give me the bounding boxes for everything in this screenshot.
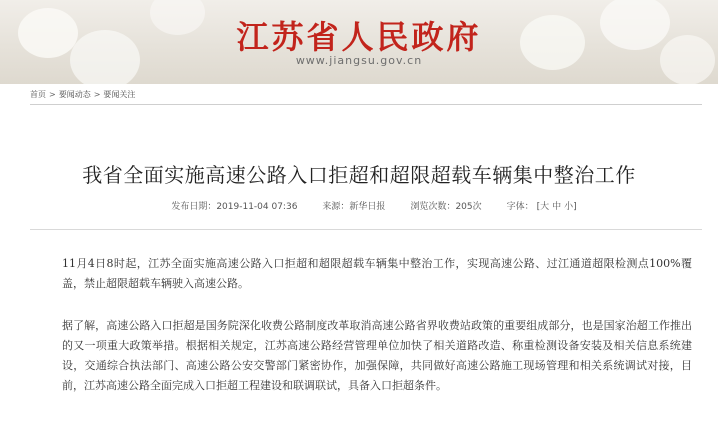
article-paragraph: 据了解，高速公路入口拒超是国务院深化收费公路制度改革取消高速公路省界收费站政策的重要组成部分，也是国家治超工作推出的又一项重大政策举措。根据相关规定，江苏高速公路经营管理单位加快了相关道路改造、称重检测设备安装及相关信息系统建设，交通综合执法部门、高速公路公安交警部门紧密协作，加强保障，共同做好高速公路施工现场管理和相关系统调试对接，目前，江苏高速公路全面完成入口拒超工程建设和联调联试，具备入口拒超条件。 — [62, 319, 692, 392]
view-count: 浏览次数：205次 — [410, 202, 482, 212]
site-url[interactable]: www.jiangsu.gov.cn — [295, 54, 423, 67]
article-source: 来源：新华日报 — [322, 202, 386, 212]
divider — [30, 229, 702, 230]
header-banner — [0, 0, 718, 84]
site-title[interactable]: 江苏省人民政府 — [236, 18, 482, 56]
article-title: 我省全面实施高速公路入口拒超和超限超载车辆集中整治工作 — [82, 163, 636, 187]
breadcrumb-separator: > — [93, 90, 101, 99]
article-paragraph: 11月4日8时起，江苏全面实施高速公路入口拒超和超限超载车辆集中整治工作，实现高速公路、过江通道超限检测点100%覆盖，禁止超限超载车辆驶入高速公路。 — [62, 257, 692, 290]
breadcrumb-news[interactable]: 要闻动态 — [58, 90, 91, 99]
breadcrumb-separator: > — [49, 90, 56, 99]
breadcrumb — [30, 89, 135, 100]
article-meta — [30, 199, 718, 212]
breadcrumb-focus[interactable]: 要闻关注 — [103, 90, 136, 99]
font-size-large-button[interactable]: [大 — [536, 202, 550, 212]
font-size-small-button[interactable]: 小] — [564, 202, 577, 212]
breadcrumb-home[interactable]: 首页 — [30, 90, 46, 99]
font-size-control — [507, 199, 577, 212]
font-size-medium-button[interactable]: 中 — [552, 202, 562, 212]
publish-date: 发布日期：2019-11-04 07:36 — [171, 202, 298, 212]
font-size-label: 字体： — [506, 202, 534, 212]
divider — [30, 104, 702, 105]
